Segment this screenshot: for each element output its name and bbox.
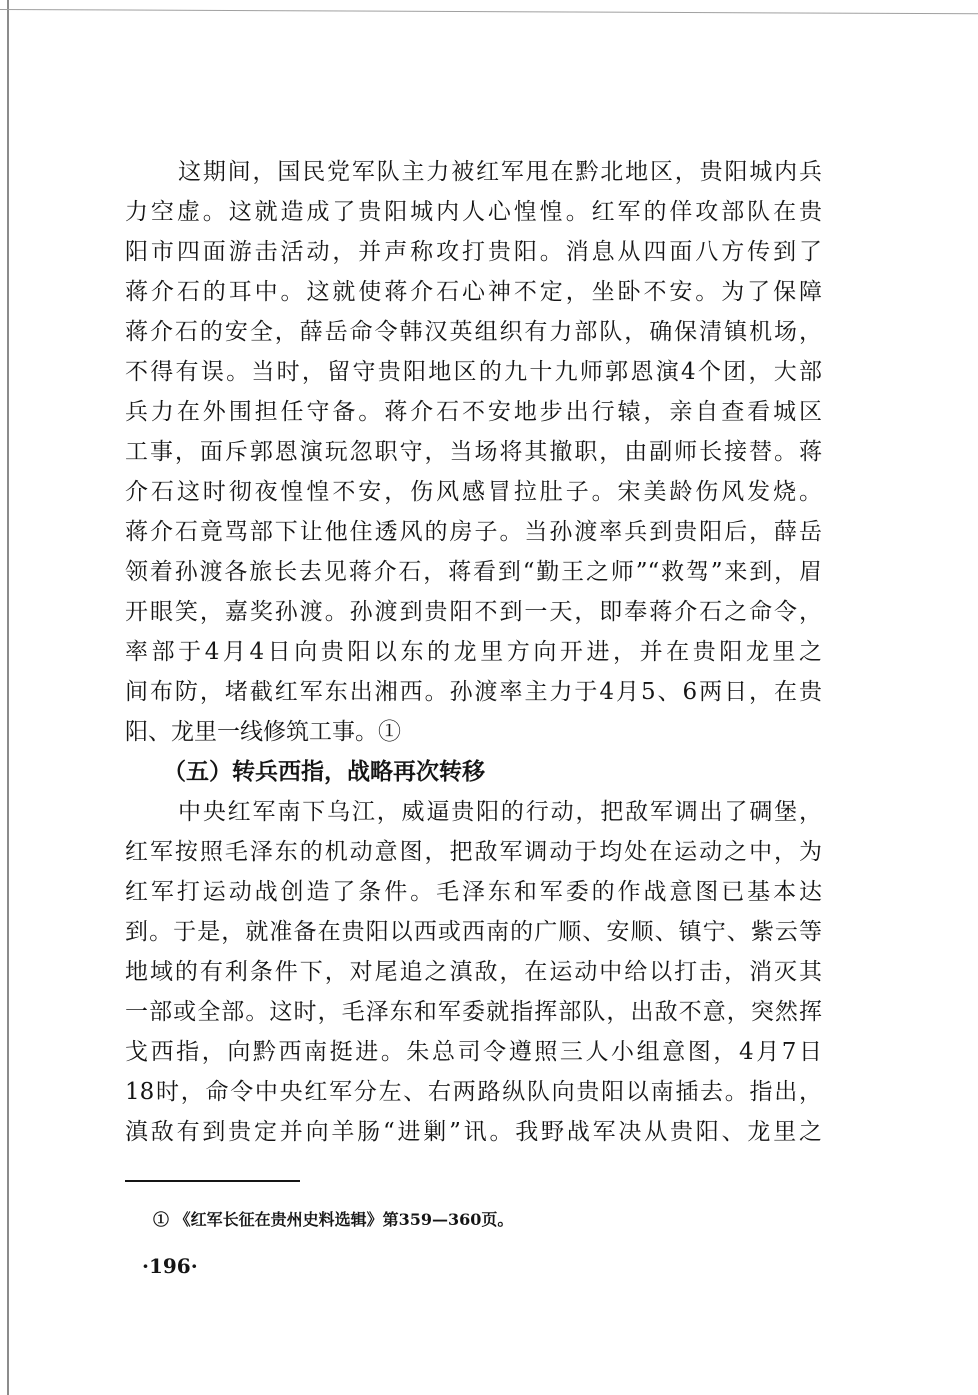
section-heading: （五）转兵西指，战略再次转移 (163, 758, 485, 785)
body-text (125, 152, 822, 1152)
text-line: 滇敌有到贵定并向羊肠“进剿”讯。我野战军决从贵阳、龙里之 (125, 1119, 822, 1145)
footnote-divider (125, 1180, 300, 1182)
text-line: 戈西指，向黔西南挺进。朱总司令遵照三人小组意图，4月7日 (125, 1039, 822, 1065)
text-line: 蒋介石的安全，薛岳命令韩汉英组织有力部队，确保清镇机场， (125, 319, 822, 345)
text-line: 兵力在外围担任守备。蒋介石不安地步出行辕，亲自查看城区 (125, 399, 822, 425)
text-line: 这期间，国民党军队主力被红军甩在黔北地区，贵阳城内兵 (178, 159, 822, 185)
text-line: 率部于4月4日向贵阳以东的龙里方向开进，并在贵阳龙里之 (125, 639, 822, 665)
text-line: 力空虚。这就造成了贵阳城内人心惶惶。红军的佯攻部队在贵 (125, 199, 822, 225)
text-line: 红军打运动战创造了条件。毛泽东和军委的作战意图已基本达 (125, 879, 822, 905)
text-line: 工事，面斥郭恩演玩忽职守，当场将其撤职，由副师长接替。蒋 (125, 439, 822, 465)
text-line: 阳、龙里一线修筑工事。① (125, 719, 401, 745)
scan-edge-left (7, 0, 9, 1395)
text-line: 蒋介石的耳中。这就使蒋介石心神不定，坐卧不安。为了保障 (125, 279, 822, 305)
text-line: 红军按照毛泽东的机动意图，把敌军调动于均处在运动之中，为 (125, 839, 822, 865)
text-line: 介石这时彻夜惶惶不安，伤风感冒拉肚子。宋美龄伤风发烧。 (125, 479, 822, 505)
page-number: ·196· (142, 1254, 198, 1278)
footnote: ① 《红军长征在贵州史料选辑》第359—360页。 (153, 1210, 514, 1229)
paragraph-1 (125, 152, 822, 752)
text-line: 间布防，堵截红军东出湘西。孙渡率主力于4月5、6两日，在贵 (125, 679, 822, 705)
text-line: 不得有误。当时，留守贵阳地区的九十九师郭恩演4个团，大部 (125, 359, 822, 385)
text-line: 蒋介石竟骂部下让他住透风的房子。当孙渡率兵到贵阳后，薛岳 (125, 519, 822, 545)
text-line: 开眼笑，嘉奖孙渡。孙渡到贵阳不到一天，即奉蒋介石之命令， (125, 599, 822, 625)
text-line: 到。于是，就准备在贵阳以西或西南的广顺、安顺、镇宁、紫云等 (125, 919, 822, 945)
scan-edge-top (0, 9, 978, 14)
text-line: 18时，命令中央红军分左、右两路纵队向贵阳以南插去。指出， (125, 1079, 822, 1105)
text-line: 地域的有利条件下，对尾追之滇敌，在运动中给以打击，消灭其 (125, 959, 822, 985)
text-line: 一部或全部。这时，毛泽东和军委就指挥部队，出敌不意，突然挥 (125, 999, 822, 1025)
text-line: 阳市四面游击活动，并声称攻打贵阳。消息从四面八方传到了 (125, 239, 822, 265)
paragraph-2 (125, 792, 822, 1152)
text-line: 领着孙渡各旅长去见蒋介石，蒋看到“勤王之师”“救驾”来到，眉 (125, 559, 822, 585)
text-line: 中央红军南下乌江，威逼贵阳的行动，把敌军调出了碉堡， (178, 799, 822, 825)
